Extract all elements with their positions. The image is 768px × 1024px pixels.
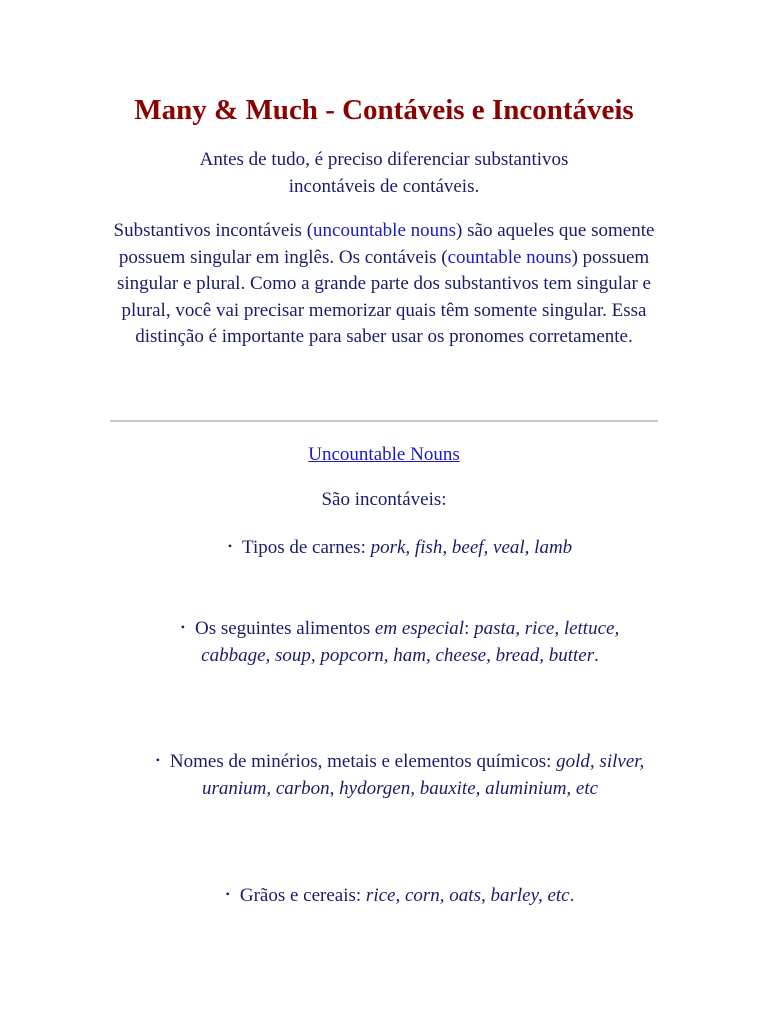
section-link-wrapper — [110, 442, 658, 468]
list-item-emphasis: em especial — [374, 618, 465, 639]
list-item-minerals — [150, 747, 650, 802]
list-item-suffix: . — [569, 885, 575, 906]
page-title: Many & Much - Contáveis e Incontáveis — [134, 94, 634, 126]
list-item-label: Grãos e cereais: — [239, 885, 366, 906]
countable-term: countable nouns — [447, 246, 572, 268]
list-item-label: Os seguintes alimentos — [194, 618, 375, 639]
list-item-suffix: . — [594, 644, 599, 666]
intro-line-2: incontáveis de contáveis. — [288, 175, 480, 197]
explanation-text-3: ) possuem singular e plural. Como a grande parte dos substantivos tem singular e plural, você vai precisar memorizar quais têm somente singular. Essa distinção é importante para saber usar os pronomes corretamente. — [117, 246, 651, 347]
bullet-icon: • — [225, 887, 230, 901]
list-intro: São incontáveis: — [321, 489, 447, 510]
list-item-grains — [150, 881, 650, 910]
explanation-text-2: ) são aqueles que somente possuem singular em inglês. Os contáveis ( — [118, 220, 655, 268]
bullet-icon: • — [180, 620, 185, 634]
bullet-icon: • — [155, 753, 160, 767]
explanation-paragraph — [110, 218, 658, 351]
explanation-text-1: Substantivos incontáveis ( — [113, 220, 314, 241]
list-item-examples: gold, silver, uranium, carbon, hydorgen, bauxite, aluminium, etc — [201, 751, 645, 799]
uncountable-term: uncountable nouns — [313, 220, 457, 241]
section-divider — [110, 420, 658, 422]
intro-line-1: Antes de tudo, é preciso diferenciar substantivos — [199, 149, 569, 170]
list-item-foods — [150, 614, 650, 669]
intro-paragraph — [110, 147, 658, 200]
list-item-label-2: : — [464, 618, 475, 639]
list-item-meats — [150, 533, 650, 562]
list-item-label: Nomes de minérios, metais e elementos químicos: — [169, 751, 557, 772]
list-item-examples: pasta, rice, lettuce, cabbage, soup, popcorn, ham, cheese, bread, butter — [201, 618, 620, 666]
uncountable-nouns-link[interactable]: Uncountable Nouns — [308, 444, 460, 465]
list-item-examples: pork, fish, beef, veal, lamb — [370, 537, 573, 558]
list-item-label: Tipos de carnes: — [242, 537, 371, 558]
list-item-examples: rice, corn, oats, barley, etc — [365, 885, 570, 906]
bullet-icon: • — [227, 539, 233, 553]
